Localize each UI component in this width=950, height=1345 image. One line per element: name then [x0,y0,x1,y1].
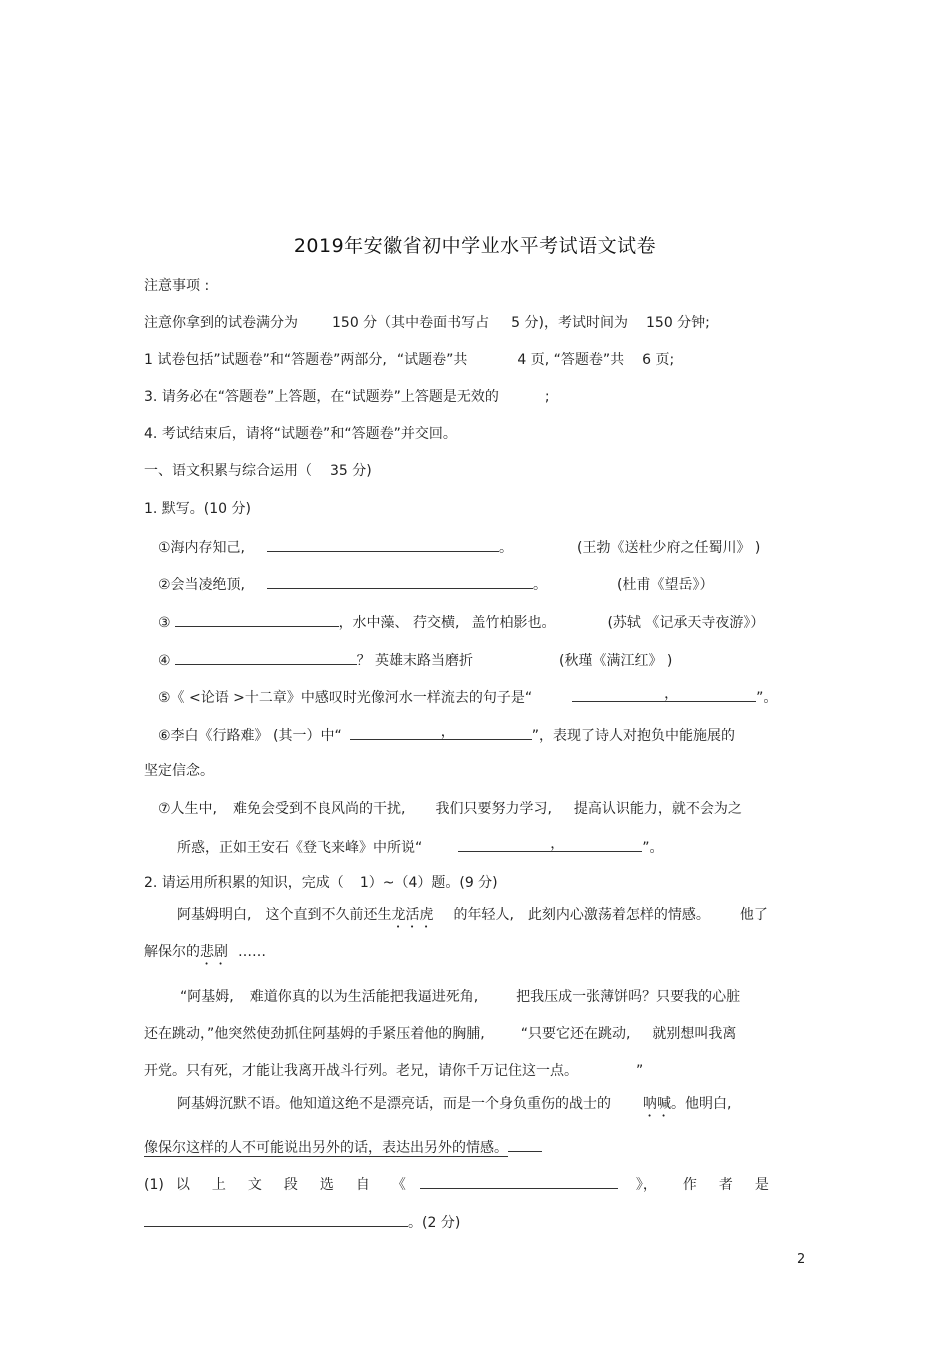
notice-text: 6 页; [642,352,675,368]
item-source: (王勃《送杜少府之任蜀川》 ) [577,540,761,556]
answer-blank[interactable] [267,537,499,552]
page-title: 2019年安徽省初中学业水平考试语文试卷 [293,235,657,257]
section-heading [144,462,372,480]
page-number: 2 [797,1252,806,1267]
answer-blank[interactable] [350,725,532,740]
item-1 [158,537,760,557]
section-heading-text: 一、语文积累与综合运用（ [144,463,312,479]
item-text: 。 [533,577,548,593]
section-heading-score: 35 分) [330,463,372,479]
notice-text: 3. 请务必在“答题卷”上答题，在“试题券”上答题是无效的 [144,389,499,405]
subquestion-char: (1) [144,1177,164,1193]
answer-blank[interactable] [458,837,642,852]
passage-line-5 [144,1062,643,1080]
subquestion-char: 以 [175,1177,190,1193]
item-text: 难免会受到不良风尚的干扰, [233,801,406,817]
item-text: 提高认识能力，就不会为之 [573,801,742,817]
notice-text: 150 分（其中卷面书写占 [332,315,490,331]
item-text: ⑤《 <论语 >十二章》中感叹时光像河水一样流去的句子是“ [158,690,533,706]
item-text: ⑥李白《行路难》 (其一）中“ [158,728,342,744]
item-text: ③ [158,615,171,631]
notice-text: 1 试卷包括”试题卷”和“答题卷”两部分, [144,352,387,368]
emphasized-word: 悲剧 [200,944,228,960]
passage-text: 解保尔的 [144,944,200,960]
passage-line-7 [144,1137,542,1157]
subquestion-char: 《 [391,1177,406,1193]
passage-line-4 [144,1025,736,1043]
item-text: ①海内存知己, [158,540,246,556]
item-text: ②会当凌绝顶, [158,577,246,593]
passage-text: “只要它还在跳动, [520,1026,631,1042]
blank-comma: ， [440,724,455,740]
item-6 [158,725,735,745]
item-6-continued: 坚定信念。 [144,763,214,779]
passage-line-2 [144,943,266,968]
subquestion-char: 上 [211,1177,226,1193]
passage-text: 。他明白, [671,1096,732,1112]
item-5 [158,687,777,707]
passage-text: 难道你真的以为生活能把我逼进死角, [249,989,479,1005]
item-text: 盖竹柏影也。 [471,615,556,631]
passage-line-6 [177,1095,731,1120]
blank-comma: ， [550,836,565,852]
passage-line-3 [180,988,740,1006]
item-text: ？ 英雄末路当磨折 [356,653,474,669]
notice-text: “试题卷”共 [396,352,468,368]
notice-text: 注意你拿到的试卷满分为 [144,315,298,331]
underlined-sentence: 像保尔这样的人不可能说出另外的话，表达出另外的情感。 [144,1140,508,1156]
subquestion-char: 》， [635,1177,657,1193]
emphasized-word: 龙活虎 [391,907,434,923]
notice-text: ; [544,389,550,405]
notice-line-2 [144,351,674,369]
notice-line-1 [144,314,710,332]
notice-text: 150 分钟; [646,315,710,331]
subquestion-char: 文 [247,1177,262,1193]
blank-comma: ， [664,686,679,702]
passage-text: 他了 [739,907,768,923]
passage-text: 这个直到不久前还生 [265,907,392,923]
subquestion-char: 作 [682,1177,697,1193]
answer-blank[interactable] [572,687,756,702]
subquestion-score: 。(2 分) [408,1215,461,1231]
passage-text: 还在跳动，”他突然使劲抓住阿基姆的手紧压着他的胸脯, [144,1026,485,1042]
passage-text: “阿基姆, [180,989,234,1005]
item-source: (杜甫《望岳》） [617,577,714,593]
item-7 [158,800,742,818]
passage-text: 此刻内心激荡着怎样的情感。 [527,907,710,923]
subquestion-char: 是 [754,1177,769,1193]
item-text: ④ [158,653,171,669]
passage-text: ” [636,1063,644,1079]
item-3 [158,612,764,632]
item-2 [158,574,713,594]
question-text: 1）~（4）题。(9 分) [359,875,498,891]
item-text: ”，表现了诗人对抱负中能施展的 [531,728,735,744]
notice-text: 5 分)，考试时间为 [511,315,628,331]
subquestion-char: 自 [355,1177,370,1193]
passage-text: 开党。只有死，才能让我离开战斗行列。老兄，请你千万记住这一点。 [144,1063,578,1079]
item-source: (秋瑾《满江红》 ) [559,653,673,669]
passage-text: 阿基姆沉默不语。他知道这绝不是漂亮话，而是一个身负重伤的战士的 [177,1096,611,1112]
item-4 [158,650,672,670]
item-text: 。 [499,540,514,556]
question-2-heading [144,874,498,892]
answer-blank[interactable] [144,1212,408,1227]
passage-text: 就别想叫我离 [652,1026,737,1042]
passage-text: 把我压成一张薄饼吗？只要我的心脏 [516,989,741,1005]
answer-blank[interactable] [175,612,339,627]
notice-line-4: 4. 考试结束后，请将“试题卷”和“答题卷”并交回。 [144,426,457,442]
question-text: 2. 请运用所积累的知识，完成（ [144,875,344,891]
item-text: 我们只要努力学习, [435,801,552,817]
passage-text: …… [238,944,266,960]
passage-line-1 [177,906,768,931]
item-7-continued [177,837,664,857]
answer-blank[interactable] [175,650,357,665]
subquestion-char: 选 [319,1177,334,1193]
item-text: ”。 [642,840,664,856]
passage-text: 阿基姆明白, [177,907,252,923]
notice-text: 4 页, “答题卷”共 [517,352,625,368]
subquestion-char: 段 [283,1177,298,1193]
notice-heading: 注意事项 : [144,278,210,294]
item-text: ，水中藻、 荇交横, [338,615,460,631]
question-1-heading: 1. 默写。(10 分) [144,501,251,517]
emphasized-word: 呐喊 [643,1096,671,1112]
item-text: ⑦人生中, [158,801,218,817]
answer-blank[interactable] [420,1174,618,1189]
item-text: ”。 [756,690,778,706]
answer-blank[interactable] [267,574,533,589]
item-text: 所惑，正如王安石《登飞来峰》中所说“ [177,840,423,856]
item-source: (苏轼 《记承天寺夜游》） [607,615,765,631]
passage-text: 的年轻人, [453,907,514,923]
subquestion-1 [144,1174,769,1194]
subquestion-char: 者 [718,1177,733,1193]
notice-line-3 [144,388,550,406]
subquestion-1-continued [144,1212,460,1232]
